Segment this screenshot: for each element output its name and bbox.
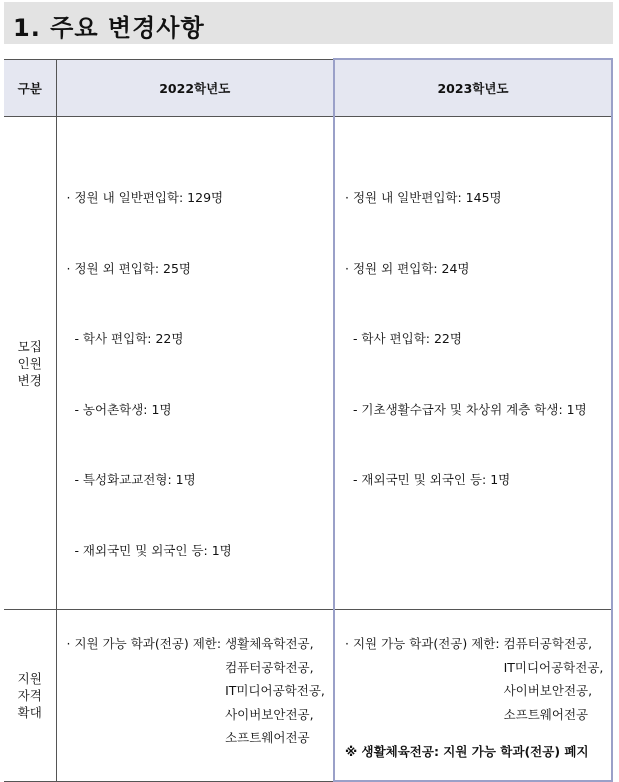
list-item: 컴퓨터공학전공, — [503, 636, 593, 651]
cell-2022-eligibility — [56, 610, 334, 782]
table-row-recruitment — [4, 117, 612, 610]
list-item: · 정원 내 일반편입학: 129명 — [66, 190, 224, 205]
list-item: - 재외국민 및 외국인 등: 1명 — [66, 542, 232, 558]
list-item: 사이버보안전공, — [225, 706, 314, 722]
list-item: · 정원 외 편입학: 24명 — [345, 260, 470, 276]
cell-2022-recruitment — [56, 117, 334, 610]
list-item: · 정원 외 편입학: 25명 — [66, 260, 192, 276]
category-label: 지원 자격 확대 — [17, 670, 42, 720]
cell-2023-eligibility — [334, 610, 612, 782]
list-item: · 정원 내 일반편입학: 145명 — [345, 190, 502, 205]
list-item: - 재외국민 및 외국인 등: 1명 — [345, 472, 511, 487]
list-item: - 학사 편입학: 22명 — [345, 331, 462, 346]
list-item: - 농어촌학생: 1명 — [66, 401, 172, 417]
list-item: - 학사 편입학: 22명 — [66, 331, 184, 346]
list-item: - 특성화교교전형: 1명 — [66, 472, 196, 487]
header-category: 구분 — [4, 59, 56, 117]
list-item: - 기초생활수급자 및 차상위 계층 학생: 1명 — [345, 401, 587, 417]
eligibility-prefix: · 지원 가능 학과(전공) 제한: — [345, 636, 504, 651]
list-item: IT미디어공학전공, — [503, 659, 604, 675]
list-item: 생활체육학전공, — [225, 636, 314, 651]
category-eligibility — [4, 610, 56, 782]
list-item: 소프트웨어전공 — [225, 730, 310, 745]
category-recruitment — [4, 117, 56, 610]
category-label: 모집 인원 변경 — [17, 338, 42, 388]
header-2023: 2023학년도 — [334, 59, 612, 117]
cell-2023-recruitment — [334, 117, 612, 610]
list-item: 컴퓨터공학전공, — [225, 659, 314, 675]
title-bar — [4, 2, 613, 44]
header-2022: 2022학년도 — [56, 59, 334, 117]
list-item: 사이버보안전공, — [503, 683, 593, 698]
table-row-eligibility — [4, 610, 612, 782]
list-item: IT미디어공학전공, — [225, 683, 325, 698]
table-header-row — [4, 59, 612, 117]
page-title: 1. 주요 변경사항 — [13, 14, 205, 42]
eligibility-prefix: · 지원 가능 학과(전공) 제한: — [66, 636, 226, 651]
changes-table — [4, 58, 613, 782]
list-item: 소프트웨어전공 — [503, 706, 589, 722]
abolition-note: ※ 생활체육전공: 지원 가능 학과(전공) 폐지 — [345, 744, 589, 759]
